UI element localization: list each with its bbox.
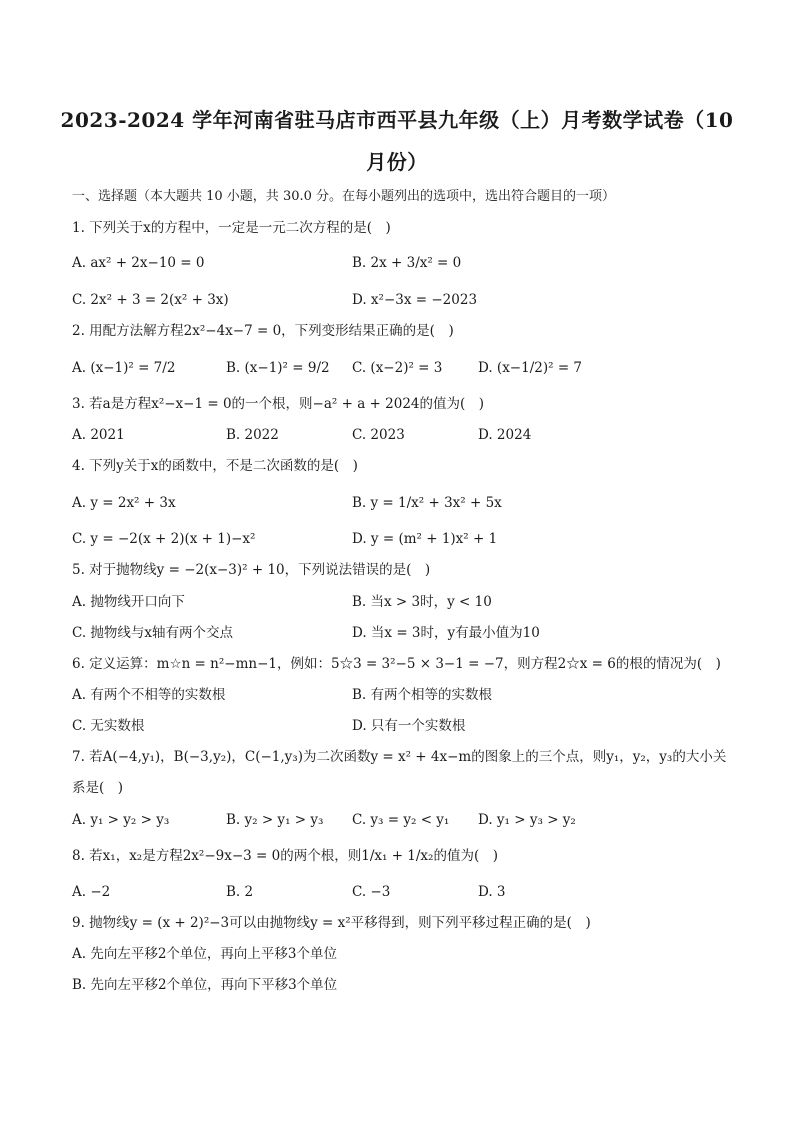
question-6-option-b: B. 有两个相等的实数根 xyxy=(352,687,493,703)
question-6-option-c: C. 无实数根 xyxy=(72,718,145,734)
question-8-option-d: D. 3 xyxy=(478,884,506,900)
question-1-option-a: A. ax² + 2x−10 = 0 xyxy=(72,255,205,271)
question-6-option-a: A. 有两个不相等的实数根 xyxy=(72,687,226,703)
question-7-option-a: A. y₁ > y₂ > y₃ xyxy=(72,812,170,828)
question-8-option-b: B. 2 xyxy=(226,884,254,900)
question-1-option-b: B. 2x + 3/x² = 0 xyxy=(352,255,462,271)
question-7-option-c: C. y₃ = y₂ < y₁ xyxy=(352,812,450,828)
question-3-option-a: A. 2021 xyxy=(72,427,125,443)
question-5-stem: 5. 对于抛物线y = −2(x−3)² + 10，下列说法错误的是( ) xyxy=(72,562,431,578)
question-3-option-b: B. 2022 xyxy=(226,427,279,443)
question-4-stem: 4. 下列y关于x的函数中，不是二次函数的是( ) xyxy=(72,458,358,474)
question-8-option-c: C. −3 xyxy=(352,884,391,900)
question-7-option-d: D. y₁ > y₃ > y₂ xyxy=(478,812,576,828)
question-7-stem: 7. 若A(−4,y₁)，B(−3,y₂)，C(−1,y₃)为二次函数y = x² + 4x−m的图象上的三个点，则y₁，y₂，y₃的大小关 xyxy=(72,749,727,765)
question-3-stem: 3. 若a是方程x²−x−1 = 0的一个根，则−a² + a + 2024的值为( ) xyxy=(72,396,485,412)
question-6-stem: 6. 定义运算：m☆n = n²−mn−1，例如：5☆3 = 3²−5 × 3−1 = −7，则方程2☆x = 6的根的情况为( ) xyxy=(72,656,721,672)
question-2-option-c: C. (x−2)² = 3 xyxy=(352,360,443,376)
question-4-option-d: D. y = (m² + 1)x² + 1 xyxy=(352,531,498,547)
question-7-stem-continued: 系是( ) xyxy=(72,780,124,796)
question-2-stem: 2. 用配方法解方程2x²−4x−7 = 0，下列变形结果正确的是( ) xyxy=(72,323,454,339)
question-5-option-d: D. 当x = 3时，y有最小值为10 xyxy=(352,625,540,641)
question-2-option-b: B. (x−1)² = 9/2 xyxy=(226,360,330,376)
question-9-option-a: A. 先向左平移2个单位，再向上平移3个单位 xyxy=(72,946,338,962)
question-2-option-a: A. (x−1)² = 7/2 xyxy=(72,360,176,376)
question-2-option-d: D. (x−1/2)² = 7 xyxy=(478,360,583,376)
question-9-stem: 9. 抛物线y = (x + 2)²−3可以由抛物线y = x²平移得到，则下列平移过程正确的是( ) xyxy=(72,915,591,931)
question-5-option-b: B. 当x > 3时，y < 10 xyxy=(352,594,492,610)
question-4-option-a: A. y = 2x² + 3x xyxy=(72,495,176,511)
question-5-option-a: A. 抛物线开口向下 xyxy=(72,594,185,610)
question-1-stem: 1. 下列关于x的方程中，一定是一元二次方程的是( ) xyxy=(72,220,391,236)
question-8-stem: 8. 若x₁，x₂是方程2x²−9x−3 = 0的两个根，则1/x₁ + 1/x₂的值为( ) xyxy=(72,848,498,864)
question-1-option-d: D. x²−3x = −2023 xyxy=(352,292,478,308)
exam-title-line1: 2023-2024 学年河南省驻马店市西平县九年级（上）月考数学试卷（10 xyxy=(60,108,734,132)
question-3-option-c: C. 2023 xyxy=(352,427,405,443)
question-1-option-c: C. 2x² + 3 = 2(x² + 3x) xyxy=(72,292,229,308)
question-5-option-c: C. 抛物线与x轴有两个交点 xyxy=(72,625,234,641)
question-7-option-b: B. y₂ > y₁ > y₃ xyxy=(226,812,324,828)
question-4-option-c: C. y = −2(x + 2)(x + 1)−x² xyxy=(72,531,256,547)
question-9-option-b: B. 先向左平移2个单位，再向下平移3个单位 xyxy=(72,977,338,993)
question-8-option-a: A. −2 xyxy=(72,884,111,900)
exam-title-line2: 月份） xyxy=(366,150,428,174)
question-6-option-d: D. 只有一个实数根 xyxy=(352,718,466,734)
question-3-option-d: D. 2024 xyxy=(478,427,532,443)
section-header: 一、选择题（本大题共 10 小题，共 30.0 分。在每小题列出的选项中，选出符合题目的一项） xyxy=(72,189,616,204)
question-4-option-b: B. y = 1/x² + 3x² + 5x xyxy=(352,495,502,511)
